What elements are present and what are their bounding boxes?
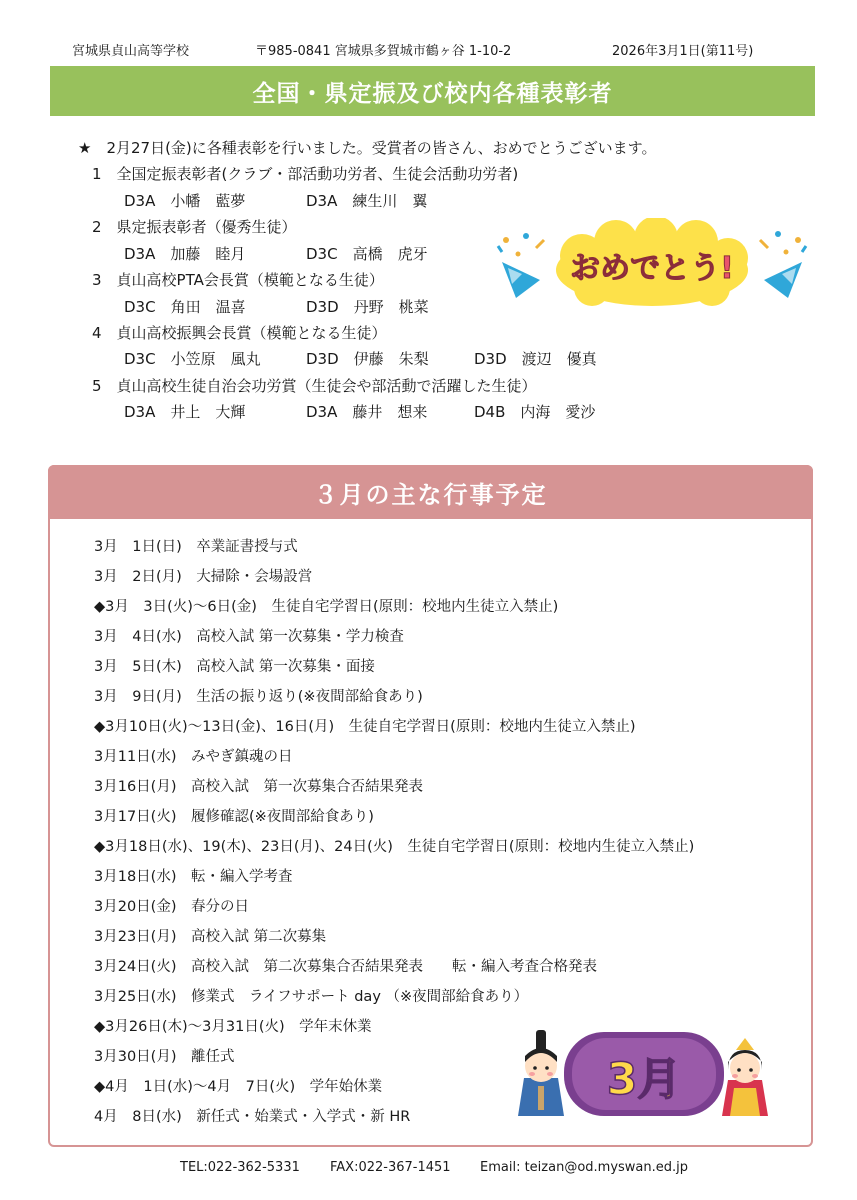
- event-item: ◆3月18日(水)、19(木)、23日(月)、24日(火) 生徒自宅学習日(原則：校地内生徒立入禁止): [94, 839, 695, 855]
- event-item: 3月 5日(木) 高校入試 第一次募集・面接: [94, 659, 375, 675]
- event-item: 3月20日(金) 春分の日: [94, 899, 249, 915]
- award-category-4: 4 貞山高校振興会長賞（模範となる生徒）: [92, 324, 387, 342]
- march-illustration: [512, 1016, 772, 1128]
- award-winner: D3D 渡辺 優真: [474, 350, 597, 368]
- award-category-1: 1 全国定振表彰者(クラブ・部活動功労者、生徒会活動功労者): [92, 165, 519, 183]
- empress-doll-icon: [722, 1038, 768, 1116]
- award-category-3: 3 貞山高校PTA会長賞（模範となる生徒）: [92, 271, 384, 289]
- event-item: 3月18日(水) 転・編入学考査: [94, 869, 293, 885]
- party-popper-right-icon: [760, 231, 806, 298]
- congrats-illustration: [496, 218, 808, 314]
- footer-tel: TEL:022-362-5331: [180, 1160, 300, 1175]
- march-badge-text: 3月: [606, 1054, 682, 1105]
- event-item: 3月25日(水) 修業式 ライフサポート day （※夜間部給食あり）: [94, 989, 529, 1005]
- award-winner: D3A 小幡 藍夢: [124, 192, 246, 210]
- event-item: 3月24日(火) 高校入試 第二次募集合否結果発表 転・編入考査合格発表: [94, 959, 597, 975]
- award-winner: D3D 丹野 桃菜: [306, 298, 429, 316]
- event-item: 3月17日(火) 履修確認(※夜間部給食あり): [94, 809, 374, 825]
- awards-title: 全国・県定振及び校内各種表彰者: [50, 66, 815, 116]
- emperor-doll-icon: [518, 1030, 564, 1116]
- events-title: ３月の主な行事予定: [48, 465, 813, 519]
- event-item: 3月23日(月) 高校入試 第二次募集: [94, 929, 327, 945]
- event-item: 3月11日(水) みやぎ鎮魂の日: [94, 749, 293, 765]
- event-item: ◆3月26日(木)～3月31日(火) 学年末休業: [94, 1019, 372, 1035]
- awards-intro: ★ 2月27日(金)に各種表彰を行いました。受賞者の皆さん、おめでとうございます。: [78, 139, 657, 157]
- award-category-5: 5 貞山高校生徒自治会功労賞（生徒会や部活動で活躍した生徒）: [92, 377, 537, 395]
- award-winner: D3A 藤井 想来: [306, 403, 428, 421]
- award-winner: D3A 加藤 睦月: [124, 245, 246, 263]
- event-item: ◆3月10日(火)～13日(金)、16日(月) 生徒自宅学習日(原則：校地内生徒立入禁止): [94, 719, 636, 735]
- congrats-text: おめでとう!: [570, 251, 734, 286]
- award-winner: D3C 高橋 虎牙: [306, 245, 428, 263]
- footer-fax: FAX:022-367-1451: [330, 1160, 451, 1175]
- school-name: 宮城県貞山高等学校: [72, 44, 190, 59]
- award-winner: D4B 内海 愛沙: [474, 403, 596, 421]
- event-item: 3月16日(月) 高校入試 第一次募集合否結果発表: [94, 779, 423, 795]
- event-item: 4月 8日(水) 新任式・始業式・入学式・新 HR: [94, 1109, 411, 1125]
- footer-email: Email: teizan@od.myswan.ed.jp: [480, 1160, 688, 1175]
- event-item: 3月 9日(月) 生活の振り返り(※夜間部給食あり): [94, 689, 423, 705]
- event-item: 3月 4日(水) 高校入試 第一次募集・学力検査: [94, 629, 404, 645]
- award-winner: D3D 伊藤 朱梨: [306, 350, 429, 368]
- award-winner: D3A 井上 大輝: [124, 403, 246, 421]
- award-winner: D3A 練生川 翼: [306, 192, 428, 210]
- award-winner: D3C 小笠原 風丸: [124, 350, 261, 368]
- award-category-2: 2 県定振表彰者（優秀生徒）: [92, 218, 297, 236]
- party-popper-left-icon: [498, 233, 544, 298]
- event-item: 3月 2日(月) 大掃除・会場設営: [94, 569, 313, 585]
- event-item: ◆4月 1日(水)～4月 7日(火) 学年始休業: [94, 1079, 383, 1095]
- event-item: ◆3月 3日(火)～6日(金) 生徒自宅学習日(原則：校地内生徒立入禁止): [94, 599, 559, 615]
- award-winner: D3C 角田 温喜: [124, 298, 246, 316]
- event-item: 3月 1日(日) 卒業証書授与式: [94, 539, 298, 555]
- issue-date: 2026年3月1日(第11号): [612, 44, 754, 59]
- school-address: 〒985-0841 宮城県多賀城市鶴ヶ谷 1-10-2: [255, 44, 512, 59]
- event-item: 3月30日(月) 離任式: [94, 1049, 235, 1065]
